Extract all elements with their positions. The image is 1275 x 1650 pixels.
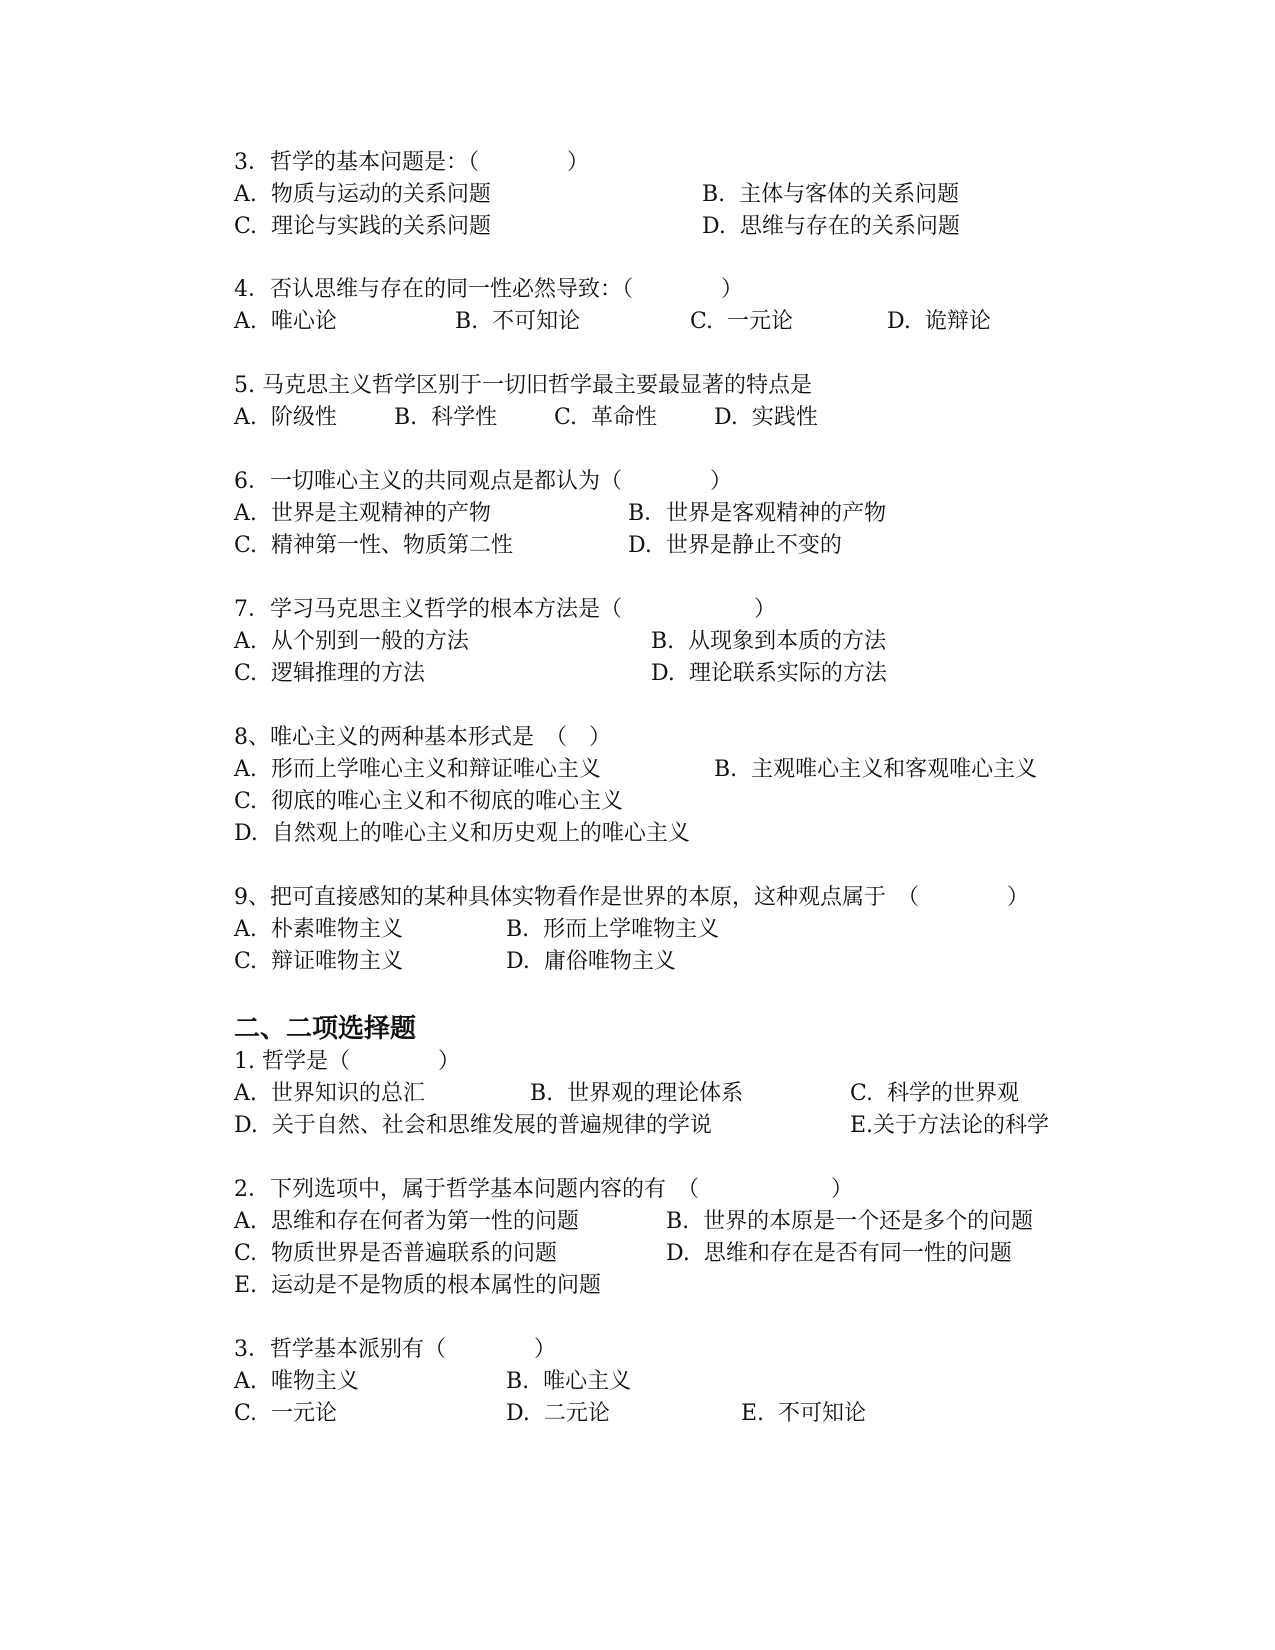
question-5-option-a: A. 阶级性	[234, 405, 337, 430]
section-heading: 二、二项选择题	[234, 1014, 417, 1044]
section2-question-1-option-a: A. 世界知识的总汇	[234, 1081, 425, 1106]
question-8-option-a: A. 形而上学唯心主义和辩证唯心主义	[234, 757, 601, 782]
question-4-option-b: B. 不可知论	[455, 309, 581, 334]
section2-question-3-option-d: D. 二元论	[506, 1401, 610, 1426]
question-6-option-c: C. 精神第一性、物质第二性	[234, 533, 514, 558]
question-3-option-b: B. 主体与客体的关系问题	[702, 182, 960, 207]
question-9-option-a: A. 朴素唯物主义	[234, 917, 403, 942]
section2-question-2-option-b: B. 世界的本原是一个还是多个的问题	[666, 1209, 1034, 1234]
question-3-option-a: A. 物质与运动的关系问题	[234, 182, 491, 207]
section2-question-3-stem: 3．哲学基本派别有（ ）	[234, 1337, 556, 1362]
question-3-option-d: D. 思维与存在的关系问题	[702, 214, 960, 239]
question-6-option-b: B．世界是客观精神的产物	[628, 501, 887, 526]
question-8-option-c: C. 彻底的唯心主义和不彻底的唯心主义	[234, 789, 624, 814]
question-6-option-d: D. 世界是静止不变的	[628, 533, 842, 558]
question-7-option-c: C. 逻辑推理的方法	[234, 661, 426, 686]
question-9-option-c: C. 辩证唯物主义	[234, 949, 404, 974]
question-5-option-c: C. 革命性	[554, 405, 658, 430]
question-3-stem: 3．哲学的基本问题是：（ ）	[234, 150, 589, 175]
question-3-option-c: C. 理论与实践的关系问题	[234, 214, 492, 239]
question-8-option-d: D. 自然观上的唯心主义和历史观上的唯心主义	[234, 821, 690, 846]
question-8-stem: 8、唯心主义的两种基本形式是 （ ）	[234, 725, 611, 750]
question-4-option-a: A. 唯心论	[234, 309, 337, 334]
question-7-stem: 7．学习马克思主义哲学的根本方法是（ ）	[234, 597, 776, 622]
section2-question-2-option-e: E. 运动是不是物质的根本属性的问题	[234, 1273, 602, 1298]
question-6-option-a: A. 世界是主观精神的产物	[234, 501, 491, 526]
question-9-option-d: D. 庸俗唯物主义	[506, 949, 676, 974]
section2-question-1-stem: 1. 哲学是（ ）	[234, 1049, 460, 1074]
section2-question-2-option-d: D. 思维和存在是否有同一性的问题	[666, 1241, 1012, 1266]
question-5-stem: 5. 马克思主义哲学区别于一切旧哲学最主要最显著的特点是	[234, 373, 812, 398]
section2-question-2-option-c: C. 物质世界是否普遍联系的问题	[234, 1241, 558, 1266]
section2-question-1-option-e: E.关于方法论的科学	[850, 1113, 1050, 1138]
question-4-option-c: C. 一元论	[690, 309, 794, 334]
section2-question-3-option-e: E. 不可知论	[741, 1401, 867, 1426]
section2-question-1-option-c: C. 科学的世界观	[850, 1081, 1020, 1106]
section2-question-2-stem: 2．下列选项中，属于哲学基本问题内容的有 （ ）	[234, 1177, 853, 1202]
question-5-option-b: B. 科学性	[394, 405, 498, 430]
question-7-option-d: D. 理论联系实际的方法	[651, 661, 887, 686]
section2-question-3-option-c: C. 一元论	[234, 1401, 338, 1426]
question-8-option-b: B. 主观唯心主义和客观唯心主义	[714, 757, 1038, 782]
question-7-option-a: A. 从个别到一般的方法	[234, 629, 469, 654]
section2-question-3-option-b: B. 唯心主义	[506, 1369, 632, 1394]
question-4-stem: 4．否认思维与存在的同一性必然导致：（ ）	[234, 277, 743, 302]
section2-question-1-option-d: D. 关于自然、社会和思维发展的普遍规律的学说	[234, 1113, 712, 1138]
question-4-option-d: D. 诡辩论	[887, 309, 991, 334]
question-5-option-d: D. 实践性	[714, 405, 818, 430]
question-7-option-b: B. 从现象到本质的方法	[651, 629, 887, 654]
section2-question-1-option-b: B. 世界观的理论体系	[530, 1081, 744, 1106]
question-9-option-b: B. 形而上学唯物主义	[506, 917, 720, 942]
section2-question-2-option-a: A. 思维和存在何者为第一性的问题	[234, 1209, 579, 1234]
question-6-stem: 6．一切唯心主义的共同观点是都认为（ ）	[234, 469, 732, 494]
section2-question-3-option-a: A. 唯物主义	[234, 1369, 359, 1394]
question-9-stem: 9、把可直接感知的某种具体实物看作是世界的本原，这种观点属于 （ ）	[234, 885, 1029, 910]
